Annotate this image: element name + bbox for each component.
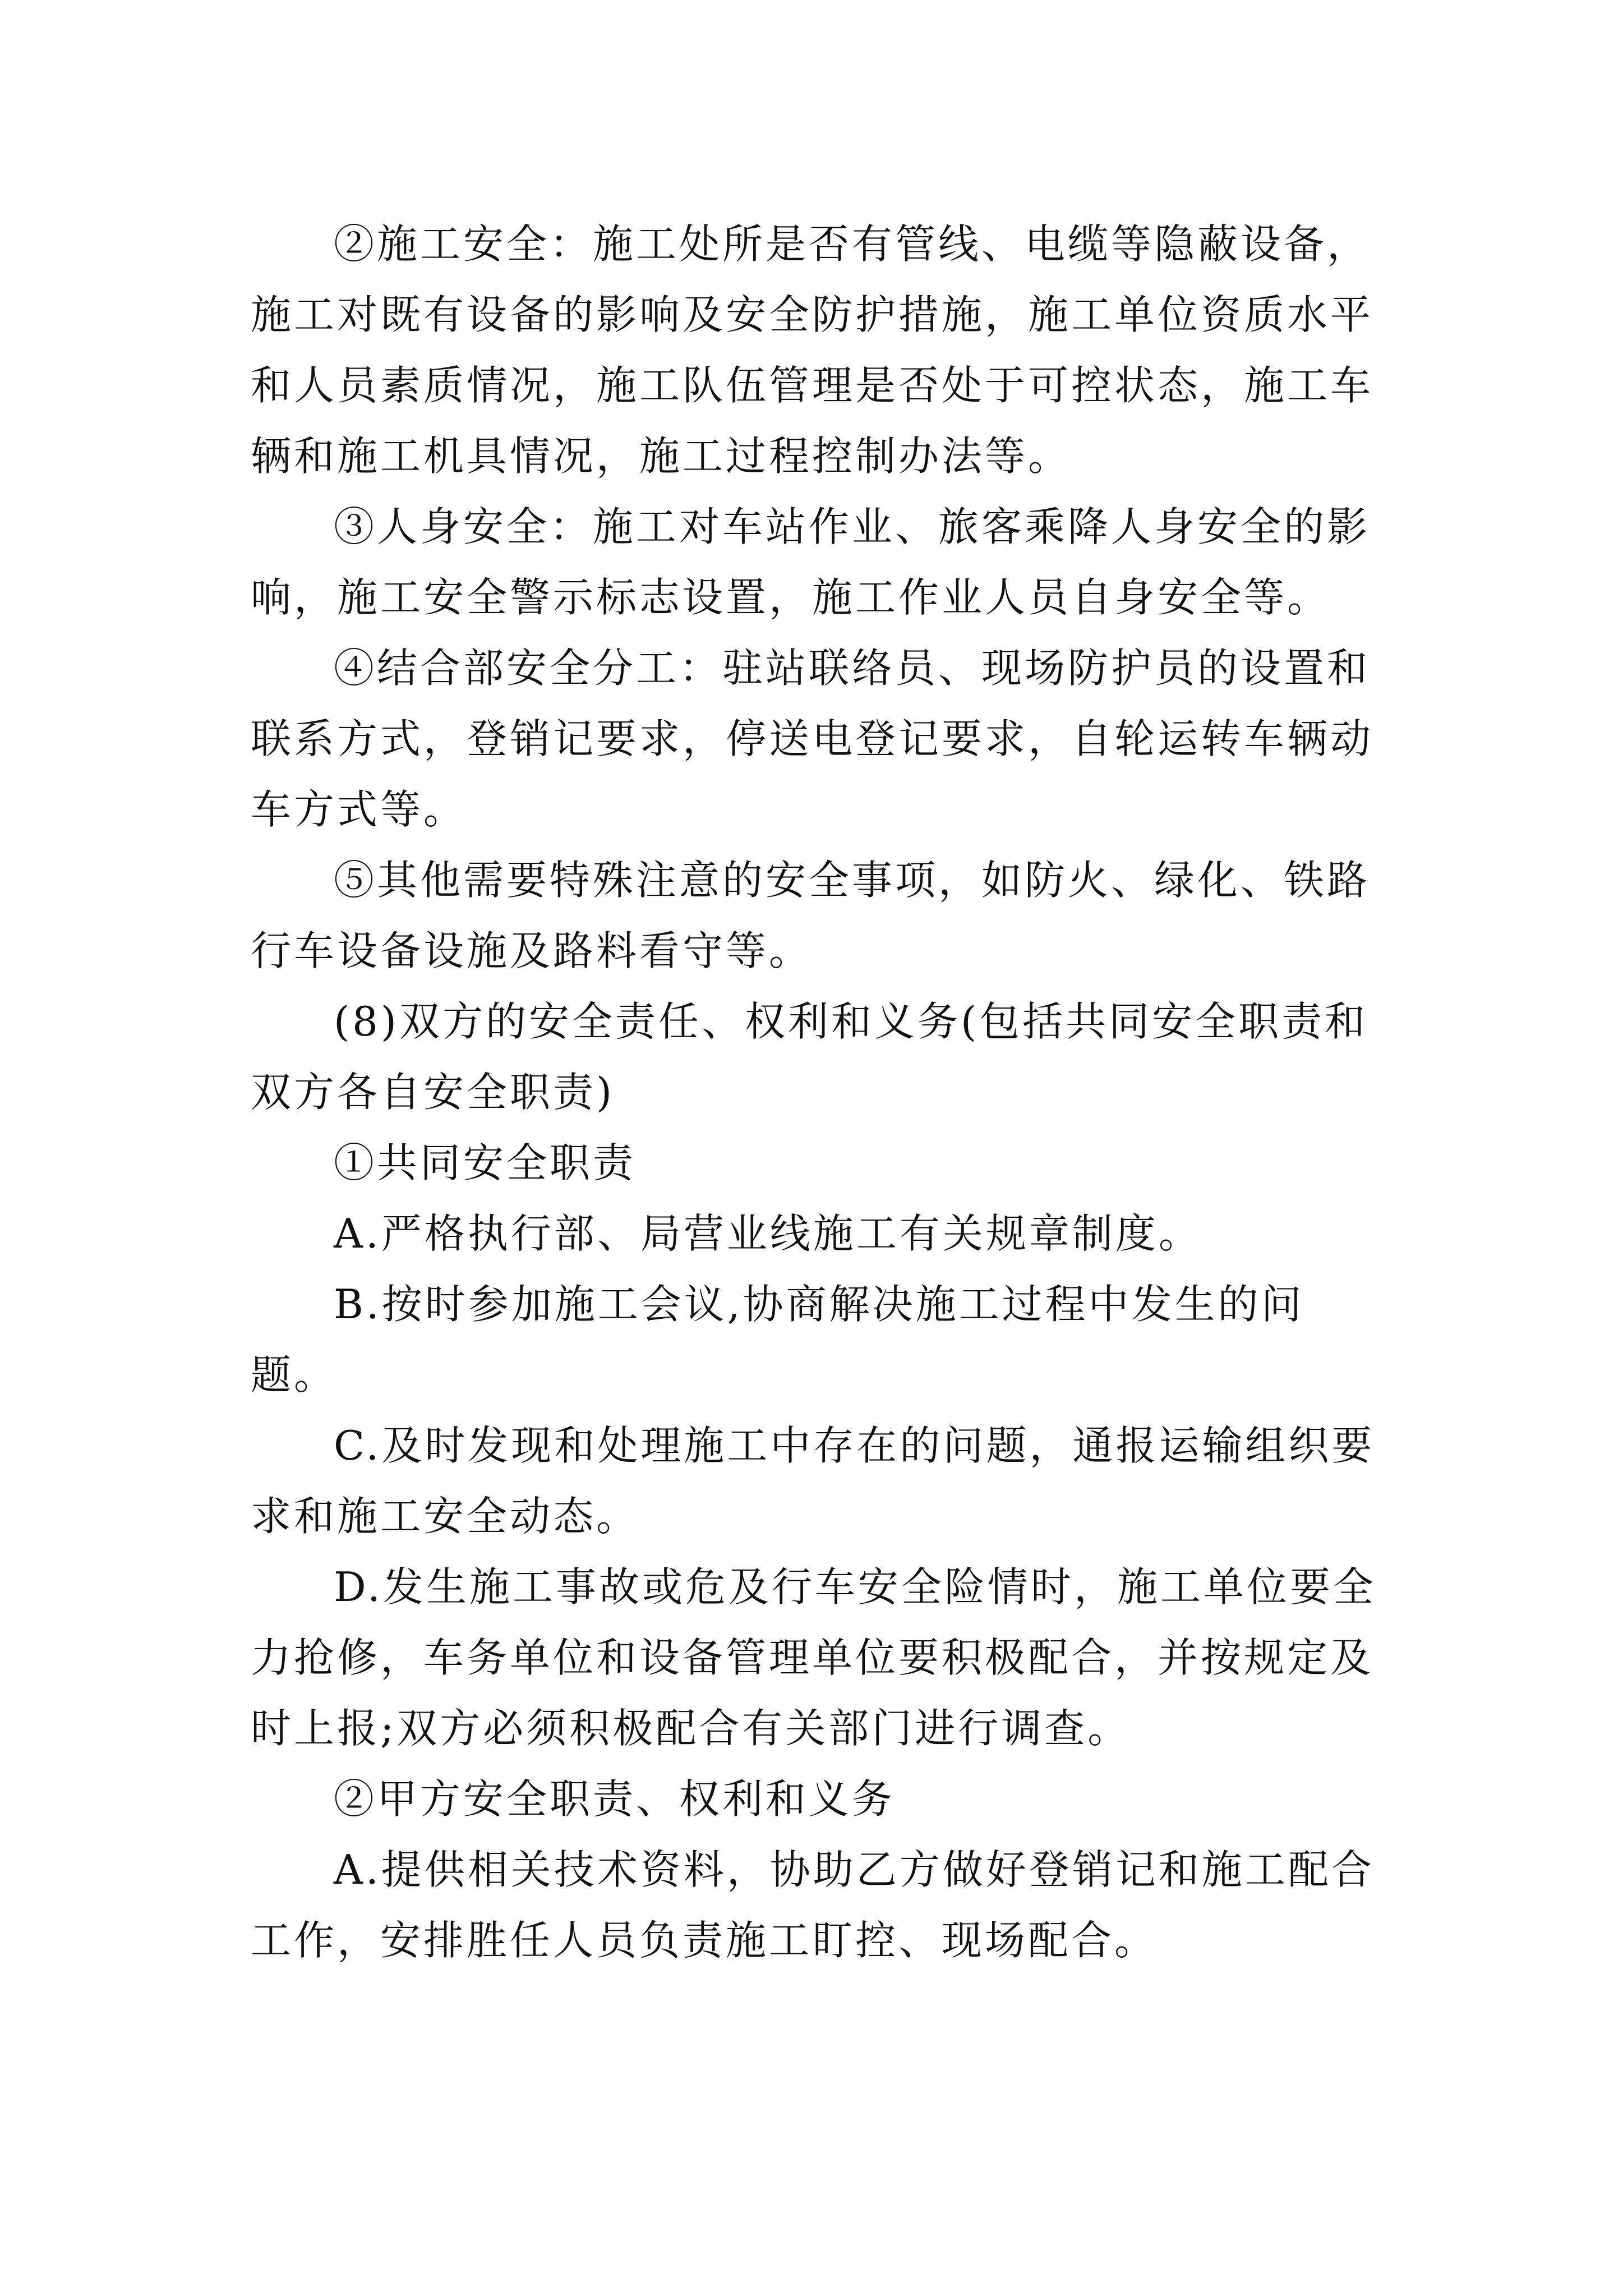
paragraph-joint-duty-d: D.发生施工事故或危及行车安全险情时，施工单位要全力抢修，车务单位和设备管理单位要积极配合，并按规定及时上报;双方必须积极配合有关部门进行调查。 xyxy=(251,1563,1377,1752)
paragraph-party-a-duties-heading: ②甲方安全职责、权利和义务 xyxy=(334,1775,896,1823)
paragraph-personal-safety: ③人身安全：施工对车站作业、旅客乘降人身安全的影响，施工安全警示标志设置，施工作业人员自身安全等。 xyxy=(251,503,1371,621)
paragraph-construction-safety: ②施工安全：施工处所是否有管线、电缆等隐蔽设备，施工对既有设备的影响及安全防护措施，施工单位资质水平和人员素质情况，施工队伍管理是否处于可控状态，施工车辆和施工机具情况，施工过程控制办法等。 xyxy=(251,220,1374,480)
paragraph-joint-duties-heading: ①共同安全职责 xyxy=(334,1139,637,1186)
paragraph-joint-duty-c: C.及时发现和处理施工中存在的问题，通报运输组织要求和施工安全动态。 xyxy=(251,1422,1375,1540)
paragraph-joint-duty-a: A.严格执行部、局营业线施工有关规章制度。 xyxy=(334,1210,1202,1257)
paragraph-other-safety-matters: ⑤其他需要特殊注意的安全事项，如防火、绿化、铁路行车设备设施及路料看守等。 xyxy=(251,857,1371,974)
document-body xyxy=(251,209,1384,1976)
paragraph-joint-duty-b: B.按时参加施工会议,协商解决施工过程中发生的问题。 xyxy=(251,1281,1304,1398)
paragraph-section-8-heading: (8)双方的安全责任、权利和义务(包括共同安全职责和双方各自安全职责) xyxy=(251,998,1368,1116)
paragraph-interface-safety-division: ④结合部安全分工：驻站联络员、现场防护员的设置和联系方式，登销记要求，停送电登记要求，自轮运转车辆动车方式等。 xyxy=(251,645,1374,833)
paragraph-party-a-duty-a: A.提供相关技术资料，协助乙方做好登销记和施工配合工作，安排胜任人员负责施工盯控、现场配合。 xyxy=(251,1846,1375,1964)
